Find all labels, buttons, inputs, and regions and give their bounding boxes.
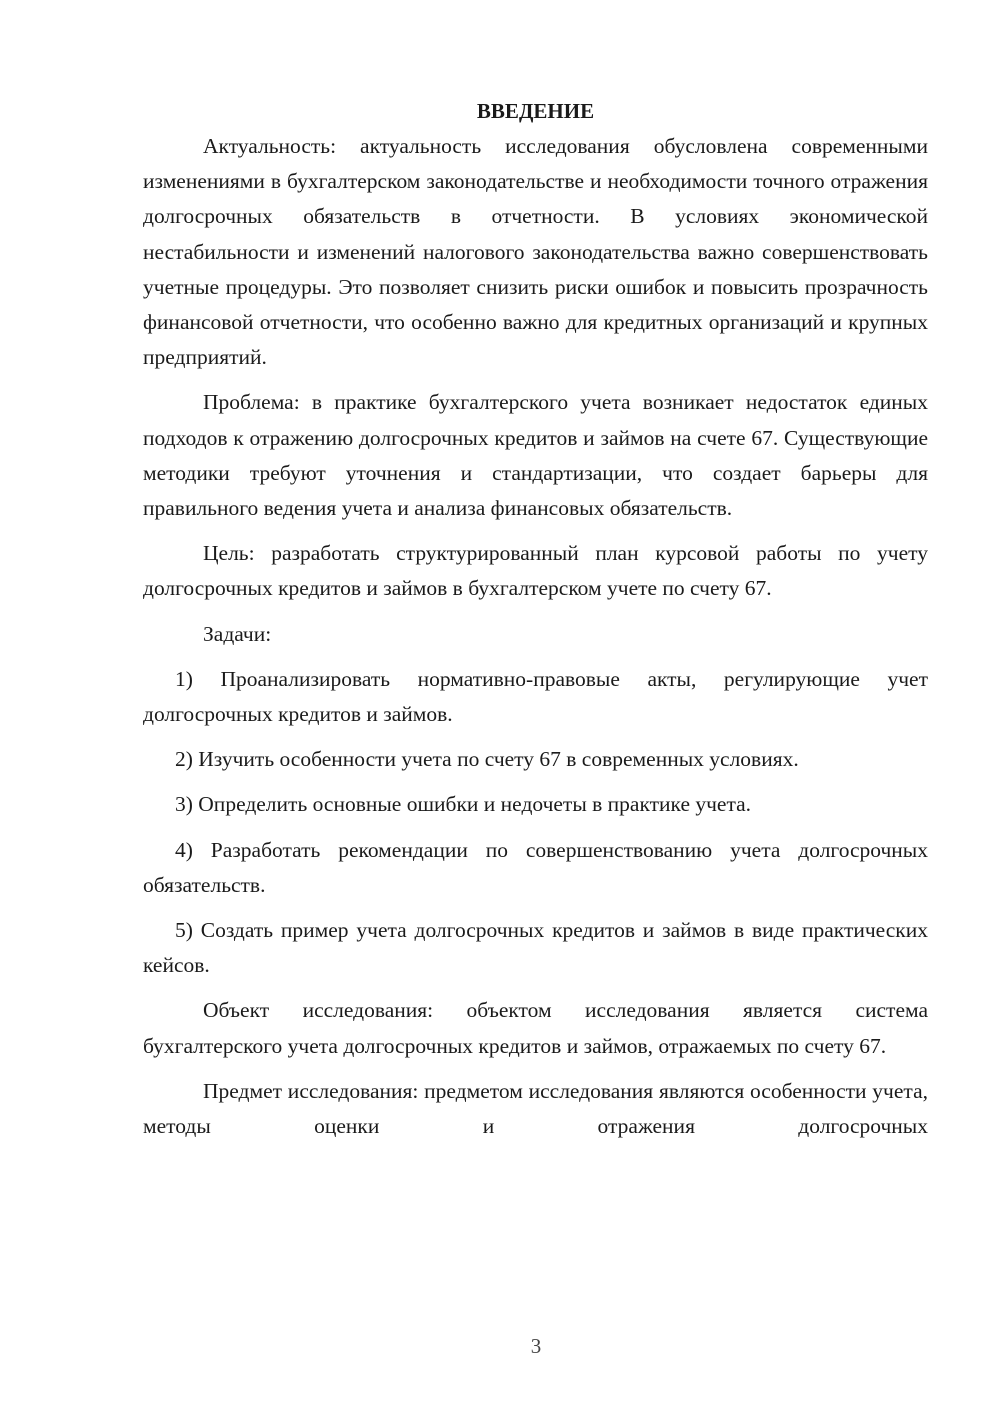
- task-item: 1) Проанализировать нормативно-правовые акты, регулирующие учет долгосрочных кредитов и займов.: [143, 666, 928, 727]
- object-paragraph: Объект исследования: объектом исследования является система бухгалтерского учета долгосрочных кредитов и займов, отражаемых по счету 67.: [143, 998, 928, 1058]
- task-item: 3) Определить основные ошибки и недочеты в практике учета.: [175, 792, 752, 817]
- task-item: 5) Создать пример учета долгосрочных кредитов и займов в виде практических кейсов.: [143, 918, 928, 978]
- task-item: 2) Изучить особенности учета по счету 67 в современных условиях.: [175, 747, 799, 772]
- task-item: 4) Разработать рекомендации по совершенствованию учета долгосрочных обязательств.: [143, 837, 928, 897]
- relevance-paragraph: Актуальность: актуальность исследования обусловлена современными изменениями в бухгалтерском законодательстве и необходимости точного отражения долгосрочных обязательств в отчетности. В условиях экономической нестабильности и изменений налогового законодательства важно совершенствовать учетные процедуры. Это позволяет снизить риски ошибок и повысить прозрачность финансовой отчетности, что особенно важно для кредитных организаций и крупных предприятий.: [143, 134, 928, 370]
- subject-paragraph: Предмет исследования: предметом исследования являются особенности учета, методы оценки и отражения долгосрочных: [143, 1078, 928, 1139]
- tasks-label: Задачи:: [203, 621, 272, 646]
- problem-paragraph: Проблема: в практике бухгалтерского учета возникает недостаток единых подходов к отражению долгосрочных кредитов и займов на счете 67. Существующие методики требуют уточнения и стандартизации, что создает барьеры для правильного ведения учета и анализа финансовых обязательств.: [143, 390, 928, 521]
- page-number: 3: [530, 1334, 542, 1358]
- section-heading: ВВЕДЕНИЕ: [476, 99, 595, 123]
- goal-paragraph: Цель: разработать структурированный план курсовой работы по учету долгосрочных кредитов и займов в бухгалтерском учете по счету 67.: [143, 541, 928, 601]
- document-page: [143, 92, 928, 1154]
